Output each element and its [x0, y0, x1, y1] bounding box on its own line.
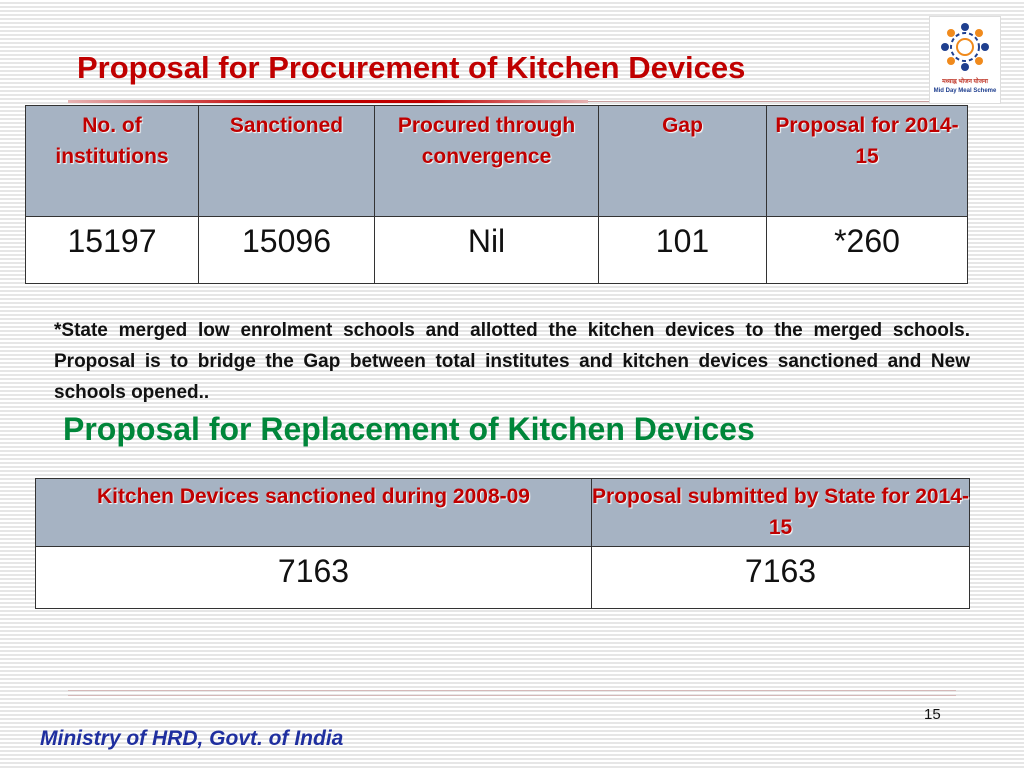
header-sanctioned-2008: Kitchen Devices sanctioned during 2008-09: [36, 479, 592, 547]
logo-hindi-text: मध्याह्न भोजन योजना: [942, 79, 988, 85]
slide-title: Proposal for Procurement of Kitchen Devices: [77, 50, 746, 85]
cell-proposal: *260: [767, 217, 968, 284]
people-circle-icon: [930, 17, 1000, 77]
cell-gap: 101: [599, 217, 767, 284]
table-header-row: [26, 106, 968, 217]
header-proposal: Proposal for 2014-15: [767, 106, 968, 217]
section-title: Proposal for Replacement of Kitchen Devices: [63, 411, 755, 447]
table-header-row: [36, 479, 970, 547]
table-row: [26, 217, 968, 284]
cell-sanctioned: 15096: [199, 217, 375, 284]
page-number: 15: [924, 706, 941, 723]
cell-institutions: 15197: [26, 217, 199, 284]
table-row: [36, 547, 970, 609]
footer-ministry: Ministry of HRD, Govt. of India: [40, 727, 344, 750]
cell-procured: Nil: [375, 217, 599, 284]
cell-sanctioned-2008: 7163: [36, 547, 592, 609]
cell-proposal-2014: 7163: [592, 547, 970, 609]
header-procured: Procured through convergence: [375, 106, 599, 217]
footer-rule: [68, 690, 956, 691]
replacement-table: [35, 478, 970, 609]
title-underline: [68, 100, 588, 103]
footer-rule-thin: [68, 695, 956, 696]
logo-caption: Mid Day Meal Scheme: [933, 88, 997, 94]
header-gap: Gap: [599, 106, 767, 217]
mid-day-meal-logo: [929, 16, 1001, 104]
header-sanctioned: Sanctioned: [199, 106, 375, 217]
header-proposal-2014: Proposal submitted by State for 2014-15: [592, 479, 970, 547]
footnote: *State merged low enrolment schools and allotted the kitchen devices to the merged schools. Proposal is to bridge the Gap between total institutes and kitchen devices sanctioned and New schools opened..: [54, 320, 970, 403]
header-institutions: No. of institutions: [26, 106, 199, 217]
procurement-table: [25, 105, 968, 284]
header-rule: [588, 101, 968, 102]
